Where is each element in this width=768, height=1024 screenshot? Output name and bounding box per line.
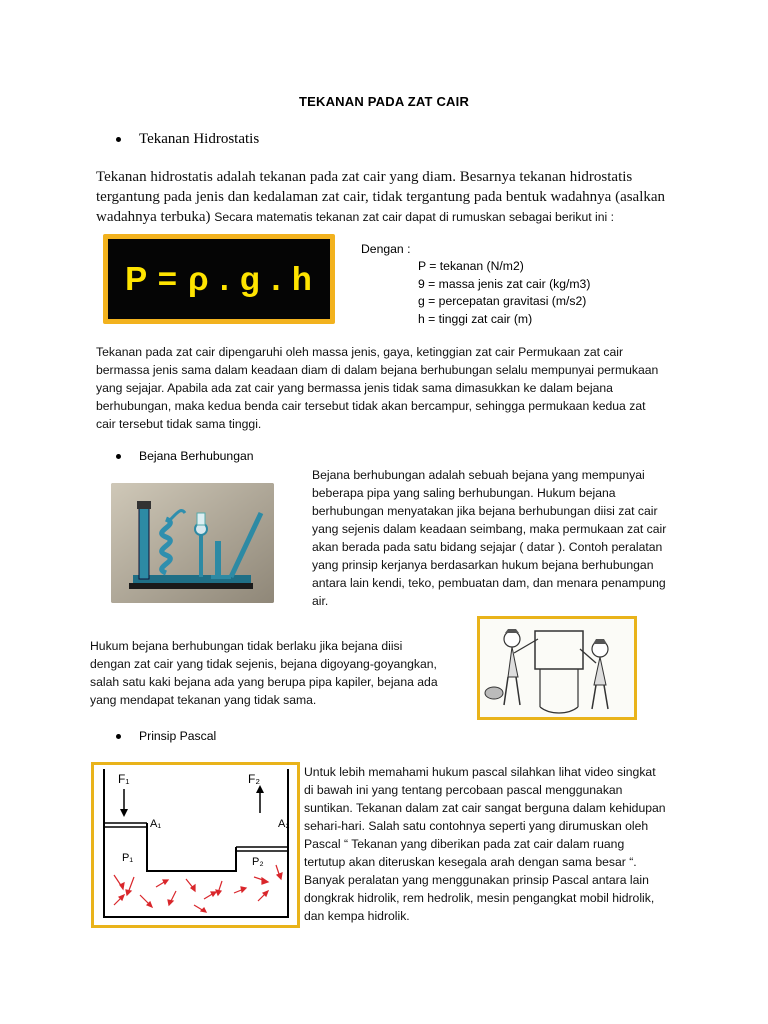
paragraph-line: Hukum bejana berhubungan tidak berlaku jika bejana diisi — [90, 639, 403, 653]
intro-line-serif: wadahnya terbuka) — [96, 209, 215, 225]
children-vessel-illustration — [477, 616, 637, 720]
connected-vessels-illustration — [111, 483, 274, 603]
paragraph-line: di bawah ini yang tentang percobaan pascal menggunakan — [304, 783, 623, 797]
bejana-berhubungan-photo — [111, 483, 274, 603]
children-drawing — [480, 619, 634, 717]
bullet-bejana-berhubungan — [116, 449, 254, 463]
intro-paragraph — [96, 167, 736, 227]
paragraph-line: dengan zat cair yang tidak sejenis, bejana digoyang-goyangkan, — [90, 657, 437, 671]
bullet-dot — [116, 454, 121, 459]
paragraph-line: Banyak peralatan yang menggunakan prinsip Pascal antara lain — [304, 873, 649, 887]
pascal-description — [304, 763, 704, 925]
paragraph-line: yang prinsip kerjanya berdasarkan hukum bejana berhubungan — [312, 558, 654, 572]
bejana-description — [312, 466, 702, 610]
definition-item: h = tinggi zat cair (m) — [418, 311, 533, 326]
hidrostatis-paragraph — [96, 343, 746, 433]
paragraph-line: berhubungan, maka kedua benda cair tersebut tidak akan bercampur, sehingga permukaan kedua zat — [96, 399, 646, 413]
bejana-exceptions — [90, 637, 460, 709]
intro-line — [96, 207, 736, 227]
page-title: TEKANAN PADA ZAT CAIR — [298, 94, 470, 109]
bullet-prinsip-pascal — [116, 729, 216, 743]
dengan-label: Dengan : — [361, 242, 411, 256]
hydraulic-press-diagram — [94, 765, 297, 925]
paragraph-line: Untuk lebih memahami hukum pascal silahkan lihat video singkat — [304, 765, 656, 779]
paragraph-line: berhubungan menyatakan jika bejana berhubungan diisi zat cair — [312, 504, 658, 518]
paragraph-line: dongkrak hidrolik, rem hedrolik, mesin pengangkat mobil hidrolik, — [304, 891, 655, 905]
label-a1: A₁ — [150, 818, 162, 830]
definition-item: g = percepatan gravitasi (m/s2) — [418, 294, 587, 308]
paragraph-line: air. — [312, 594, 329, 608]
paragraph-line: Tekanan pada zat cair dipengaruhi oleh massa jenis, gaya, ketinggian zat cair Permukaan zat cair — [96, 345, 624, 359]
bullet-dot — [116, 734, 121, 739]
paragraph-line: sehari-hari. Salah satu contohnya seperti yang dirumuskan oleh — [304, 819, 649, 833]
definition-item: 9 = massa jenis zat cair (kg/m3) — [418, 276, 591, 291]
bullet-label: Bejana Berhubungan — [139, 449, 254, 463]
paragraph-line: akan berada pada satu bidang sejajar ( datar ). Contoh peralatan — [312, 540, 663, 554]
definition-list — [418, 258, 590, 328]
paragraph-line: tertutup akan diteruskan kesegala arah dengan sama besar “. — [304, 855, 637, 869]
paragraph-line: suntikan. Tekanan dalam zat cair sangat berguna dalam kehidupan — [304, 801, 666, 815]
label-f1: F₁ — [118, 772, 130, 786]
paragraph-line: yang sejenis dalam keadaan seimbang, maka permukaan zat cair — [312, 522, 667, 536]
intro-line-sans: Secara matematis tekanan zat cair dapat di rumuskan sebagai berikut ini : — [214, 210, 614, 224]
intro-line: tergantung pada jenis dan kedalaman zat cair, tidak tergantung pada bentuk wadahnya (asalkan — [96, 189, 666, 205]
paragraph-line: Pascal “ Tekanan yang diberikan pada zat cair dalam ruang — [304, 837, 625, 851]
label-p1: P₁ — [122, 852, 134, 864]
bullet-label: Tekanan Hidrostatis — [139, 131, 260, 147]
paragraph-line: antara lain kendi, teko, pembuatan dam, dan menara penampung — [312, 576, 666, 590]
intro-line: Tekanan hidrostatis adalah tekanan pada zat cair yang diam. Besarnya tekanan hidrostatis — [96, 169, 633, 185]
formula-text: P = ρ . g . h — [125, 260, 313, 297]
paragraph-line: bermassa jenis sama dalam keadaan diam di dalam bejana berhubungan selalu mempunyai permukaan — [96, 363, 659, 377]
bullet-tekanan-hidrostatis — [116, 131, 259, 148]
label-f2: F₂ — [248, 772, 260, 786]
paragraph-line: yang sejajar. Apabila ada zat cair yang bermassa jenis tidak sama dimasukkan ke dalam bejana — [96, 381, 613, 395]
label-p2: P₂ — [252, 856, 264, 868]
paragraph-line: dan kempa hidrolik. — [304, 909, 410, 923]
paragraph-line: yang mendapat tekanan yang tidak sama. — [90, 693, 317, 707]
bullet-label: Prinsip Pascal — [139, 729, 217, 743]
pascal-diagram — [91, 762, 300, 928]
formula-image — [103, 234, 335, 324]
paragraph-line: Bejana berhubungan adalah sebuah bejana yang mempunyai — [312, 468, 645, 482]
paragraph-line: beberapa pipa yang saling berhubungan. Hukum bejana — [312, 486, 616, 500]
bullet-dot — [116, 137, 121, 142]
definition-item: P = tekanan (N/m2) — [418, 259, 524, 273]
formula-panel — [108, 239, 330, 319]
paragraph-line: cair tersebut tidak sama tinggi. — [96, 417, 262, 431]
paragraph-line: salah satu kaki bejana ada yang berupa pipa kapiler, bejana ada — [90, 675, 438, 689]
label-a2: A₂ — [278, 818, 290, 830]
